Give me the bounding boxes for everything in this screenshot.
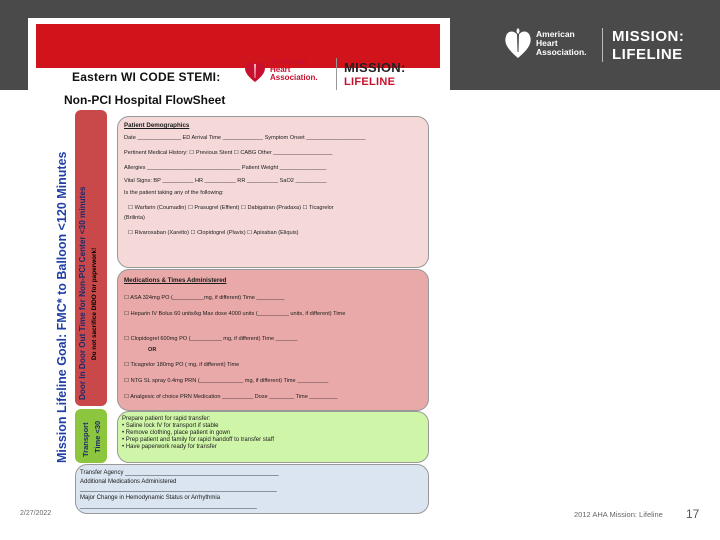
goal-vertical-label (53, 108, 73, 468)
transport-vertical-band (75, 409, 107, 463)
medications-heading: Medications & Times Administered (124, 277, 227, 284)
additional-meds-line: Additional Medications Administered (80, 479, 177, 485)
lifeline-wordmark: LIFELINE (612, 46, 683, 63)
transfer-info-section (75, 464, 429, 514)
medication-line: ☐ Ticagrelor 180mg PO ( mg, if different) Time (124, 362, 240, 368)
goal-text: Mission Lifeline Goal: FMC* to Balloon <120 Minutes (55, 151, 69, 463)
aha-wordmark (536, 30, 587, 57)
medication-line: ☐ Heparin IV Bolus 60 units/kg Max dose 4000 units (__________ units, if different) Time (124, 311, 346, 317)
door-time-note: Do not sacrifice DIDO for paperwork! (91, 247, 98, 360)
transport-text: Transport (81, 422, 90, 457)
medication-line: ☐ Clopidogrel 600mg PO (__________ mg, if different) Time _______ (124, 336, 298, 342)
demographics-line: Date ______________ ED Arrival Time _____________ Symptom Onset ___________________ (124, 135, 366, 141)
medication-line: ☐ ASA 324mg PO (__________mg, if different) Time _________ (124, 295, 285, 301)
transfer-prep-item: • Have paperwork ready for transfer (122, 444, 217, 450)
transfer-prep-item-text: Have paperwork ready for transfer (125, 444, 217, 450)
blank-line: _____________________________________________________ (80, 503, 257, 509)
doc-aha-line-3: Association. (270, 73, 318, 82)
demographics-line: Allergies ______________________________ Patient Weight _______________ (124, 165, 327, 171)
doc-logo-divider (336, 58, 337, 90)
footer-date: 2/27/2022 (20, 510, 52, 517)
footer-copyright: 2012 AHA Mission: Lifeline (574, 510, 663, 519)
demographics-line: (Brilinta) (124, 215, 145, 221)
doc-mission-wordmark: MISSION: (344, 60, 406, 75)
flowsheet-document (28, 18, 450, 512)
aha-heart-torch-icon (504, 26, 532, 60)
aha-line-1: American (536, 29, 575, 39)
transport-time-text: Time <30 (93, 420, 102, 453)
blank-line: ___________________________________________________________ (80, 486, 277, 492)
aha-line-2: Heart (536, 38, 558, 48)
medication-line: ☐ Analgesic of choice PRN Medication __________ Dose ________ Time _________ (124, 394, 338, 400)
demographics-line: Is the patient taking any of the following: (124, 190, 224, 196)
medications-section (117, 269, 429, 411)
door-time-vertical-band (75, 110, 107, 406)
slide-number: 17 (686, 507, 700, 521)
transfer-prep-item: • Remove clothing, place patient in gown (122, 430, 231, 436)
medication-or: OR (148, 347, 157, 353)
doc-lifeline-wordmark: LIFELINE (344, 76, 396, 88)
demographics-line: ☐ Rivaroxaban (Xarelto) ☐ Clopidogrel (Plavix) ☐ Apixaban (Eliquis) (128, 230, 299, 236)
slide-logo-block (504, 24, 704, 68)
transfer-prep-item-text: Remove clothing, place patient in gown (125, 430, 231, 436)
document-subtitle: Non-PCI Hospital FlowSheet (64, 93, 226, 107)
transfer-agency-line: Transfer Agency ______________________________________________ (80, 470, 279, 476)
demographics-line: ☐ Warfarin (Coumadin) ☐ Prasugrel (Effient) ☐ Dabigatran (Pradaxa) ☐ Ticagrelor (128, 205, 334, 211)
demographics-line: Vital Signs: BP __________ HR __________ RR __________ SaO2 __________ (124, 178, 327, 184)
transfer-prep-item-text: Saline lock IV for transport if stable (125, 423, 219, 429)
aha-heart-icon (244, 58, 266, 84)
door-time-text: Door In Door Out Time for Non-PCI Center <30 minutes (78, 186, 87, 400)
transfer-prep-heading: Prepare patient for rapid transfer: (122, 416, 211, 422)
transfer-prep-item: • Saline lock IV for transport if stable (122, 423, 219, 429)
patient-demographics-section (117, 116, 429, 268)
document-aha-wordmark (270, 58, 318, 82)
document-title: Eastern WI CODE STEMI: (72, 70, 221, 84)
doc-aha-line-1: American (270, 57, 307, 66)
transfer-prep-item: • Prep patient and family for rapid handoff to transfer staff (122, 437, 274, 443)
demographics-heading: Patient Demographics (124, 122, 190, 129)
demographics-line: Pertinent Medical History: ☐ Previous Stent ☐ CABG Other ___________________ (124, 150, 333, 156)
transfer-prep-item-text: Prep patient and family for rapid handoff to transfer staff (125, 437, 274, 443)
medication-line: ☐ NTG SL spray 0.4mg PRN (______________ mg, if different) Time __________ (124, 378, 329, 384)
logo-divider (602, 28, 603, 62)
document-logo-row (244, 58, 444, 98)
hemodynamic-change-line: Major Change in Hemodynamic Status or Arrhythmia (80, 495, 221, 501)
mission-wordmark: MISSION: (612, 28, 685, 45)
transfer-prep-section (117, 411, 429, 463)
doc-aha-line-2: Heart (270, 65, 291, 74)
aha-line-3: Association. (536, 47, 587, 57)
